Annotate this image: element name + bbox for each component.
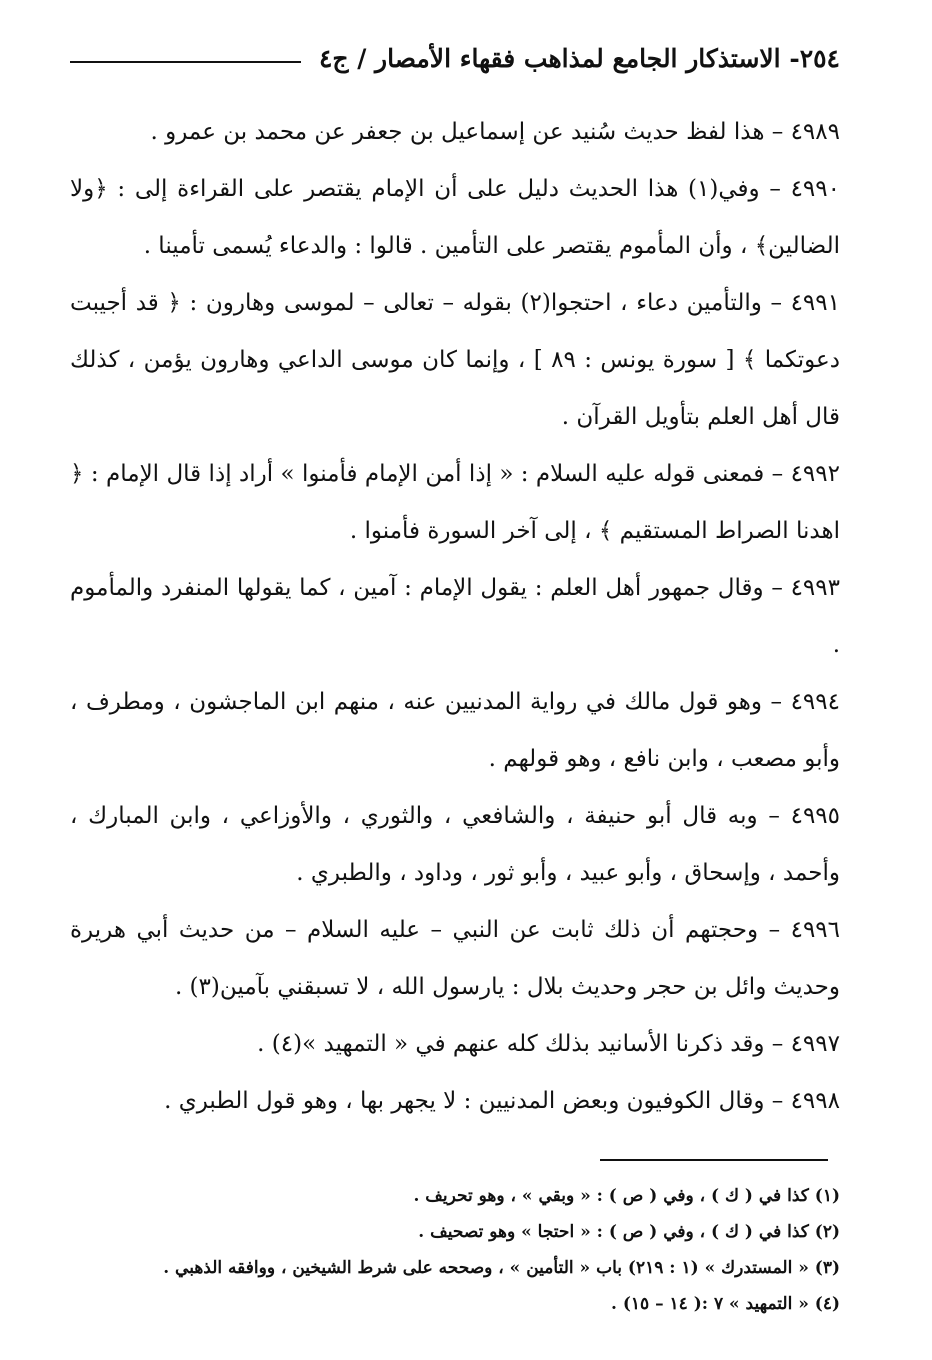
footnote-2: (٢) كذا في ( ك ) ، وفي ( ص ) : « احتجا » وهو تصحيف .: [418, 1222, 840, 1242]
footnote-1: (١) كذا في ( ك ) ، وفي ( ص ) : « وبقي » ، وهو تحريف .: [413, 1186, 840, 1206]
paragraph-text: هذا لفظ حديث سُنيد عن إسماعيل بن جعفر عن محمد بن عمرو .: [150, 119, 765, 145]
paragraph-number: ٤٩٩٨: [790, 1088, 840, 1114]
paragraph-4995: ٤٩٩٥ – وبه قال أبو حنيفة ، والشافعي ، والثوري ، والأوزاعي ، وابن المبارك ، وأحمد ، وإسحاق ، وأبو عبيد ، وأبو ثور ، وداود ، والطبري .: [70, 803, 841, 886]
paragraph-number: ٤٩٩٦: [790, 917, 841, 943]
paragraph-4993: ٤٩٩٣ – وقال جمهور أهل العلم : يقول الإمام : آمين ، كما يقولها المنفرد والمأموم .: [70, 575, 840, 658]
paragraph-number: ٤٩٨٩: [790, 119, 840, 145]
paragraph-text: فمعنى قوله عليه السلام : « إذا أمن الإمام فأمنوا » أراد إذا قال الإمام : ﴿ اهدنا الصراط المستقيم ﴾ ، إلى آخر السورة فأمنوا .: [70, 461, 840, 544]
footnote-4: (٤) « التمهيد » ٧ :( ١٤ – ١٥) .: [611, 1294, 840, 1314]
footnotes: [70, 1178, 840, 1322]
paragraph-number: ٤٩٩٣: [790, 575, 840, 601]
header-title: ٢٥٤- الاستذكار الجامع لمذاهب فقهاء الأمصار / ج٤: [318, 43, 840, 73]
main-text: [70, 104, 840, 1130]
paragraph-text: وفي(١) هذا الحديث دليل على أن الإمام يقتصر على القراءة إلى : ﴿ولا الضالين﴾ ، وأن المأموم يقتصر على التأمين . قالوا : والدعاء يُسمى تأمينا .: [70, 176, 840, 259]
paragraph-text: والتأمين دعاء ، احتجوا(٢) بقوله – تعالى – لموسى وهارون : ﴿ قد أجيبت دعوتكما ﴾ [ سورة يونس : ٨٩ ] ، وإنما كان موسى الداعي وهارون يؤمن ، كذلك قال أهل العلم بتأويل القرآن .: [70, 290, 840, 430]
paragraph-4998: ٤٩٩٨ – وقال الكوفيون وبعض المدنيين : لا يجهر بها ، وهو قول الطبري .: [164, 1088, 840, 1114]
paragraph-4990: ٤٩٩٠ – وفي(١) هذا الحديث دليل على أن الإمام يقتصر على القراءة إلى : ﴿ولا الضالين﴾ ، وأن المأموم يقتصر على التأمين . قالوا : والدعاء يُسمى تأمينا .: [70, 176, 840, 259]
paragraph-text: وقال الكوفيون وبعض المدنيين : لا يجهر بها ، وهو قول الطبري .: [164, 1088, 765, 1114]
paragraph-4997: ٤٩٩٧ – وقد ذكرنا الأسانيد بذلك كله عنهم في « التمهيد »(٤) .: [257, 1031, 840, 1057]
paragraph-number: ٤٩٩٧: [790, 1031, 840, 1057]
paragraph-4992: ٤٩٩٢ – فمعنى قوله عليه السلام : « إذا أمن الإمام فأمنوا » أراد إذا قال الإمام : ﴿ اهدنا الصراط المستقيم ﴾ ، إلى آخر السورة فأمنوا .: [70, 461, 840, 544]
paragraph-number: ٤٩٩٥: [790, 803, 841, 829]
paragraph-4994: ٤٩٩٤ – وهو قول مالك في رواية المدنيين عنه ، منهم ابن الماجشون ، ومطرف ، وأبو مصعب ، وابن نافع ، وهو قولهم .: [70, 689, 840, 772]
paragraph-text: وبه قال أبو حنيفة ، والشافعي ، والثوري ، والأوزاعي ، وابن المبارك ، وأحمد ، وإسحاق ، وأبو عبيد ، وأبو ثور ، وداود ، والطبري .: [70, 803, 840, 886]
paragraph-4991: ٤٩٩١ – والتأمين دعاء ، احتجوا(٢) بقوله – تعالى – لموسى وهارون : ﴿ قد أجيبت دعوتكما ﴾ [ سورة يونس : ٨٩ ] ، وإنما كان موسى الداعي وهارون يؤمن ، كذلك قال أهل العلم بتأويل القرآن .: [70, 290, 840, 430]
paragraph-text: وهو قول مالك في رواية المدنيين عنه ، منهم ابن الماجشون ، ومطرف ، وأبو مصعب ، وابن نافع ، وهو قولهم .: [70, 689, 840, 772]
header-rule: [70, 61, 301, 63]
paragraph-text: وقد ذكرنا الأسانيد بذلك كله عنهم في « التمهيد »(٤) .: [257, 1031, 765, 1057]
running-header: [70, 38, 840, 78]
paragraph-4989: ٤٩٨٩ – هذا لفظ حديث سُنيد عن إسماعيل بن جعفر عن محمد بن عمرو .: [150, 119, 840, 145]
paragraph-number: ٤٩٩٢: [790, 461, 840, 487]
paragraph-number: ٤٩٩١: [790, 290, 840, 316]
paragraph-number: ٤٩٩٠: [790, 176, 840, 202]
paragraph-text: وحجتهم أن ذلك ثابت عن النبي – عليه السلام – من حديث أبي هريرة وحديث وائل بن حجر وحديث بلال : يارسول الله ، لا تسبقني بآمين(٣) .: [70, 917, 840, 1000]
footnote-3: (٣) « المستدرك » (١ : ٢١٩) باب « التأمين » ، وصححه على شرط الشيخين ، ووافقه الذهبي .: [163, 1258, 840, 1278]
paragraph-4996: ٤٩٩٦ – وحجتهم أن ذلك ثابت عن النبي – عليه السلام – من حديث أبي هريرة وحديث وائل بن حجر وحديث بلال : يارسول الله ، لا تسبقني بآمين(٣) .: [70, 917, 841, 1000]
footnote-separator: [600, 1159, 828, 1161]
paragraph-number: ٤٩٩٤: [790, 689, 840, 715]
paragraph-text: وقال جمهور أهل العلم : يقول الإمام : آمين ، كما يقولها المنفرد والمأموم .: [70, 575, 840, 658]
